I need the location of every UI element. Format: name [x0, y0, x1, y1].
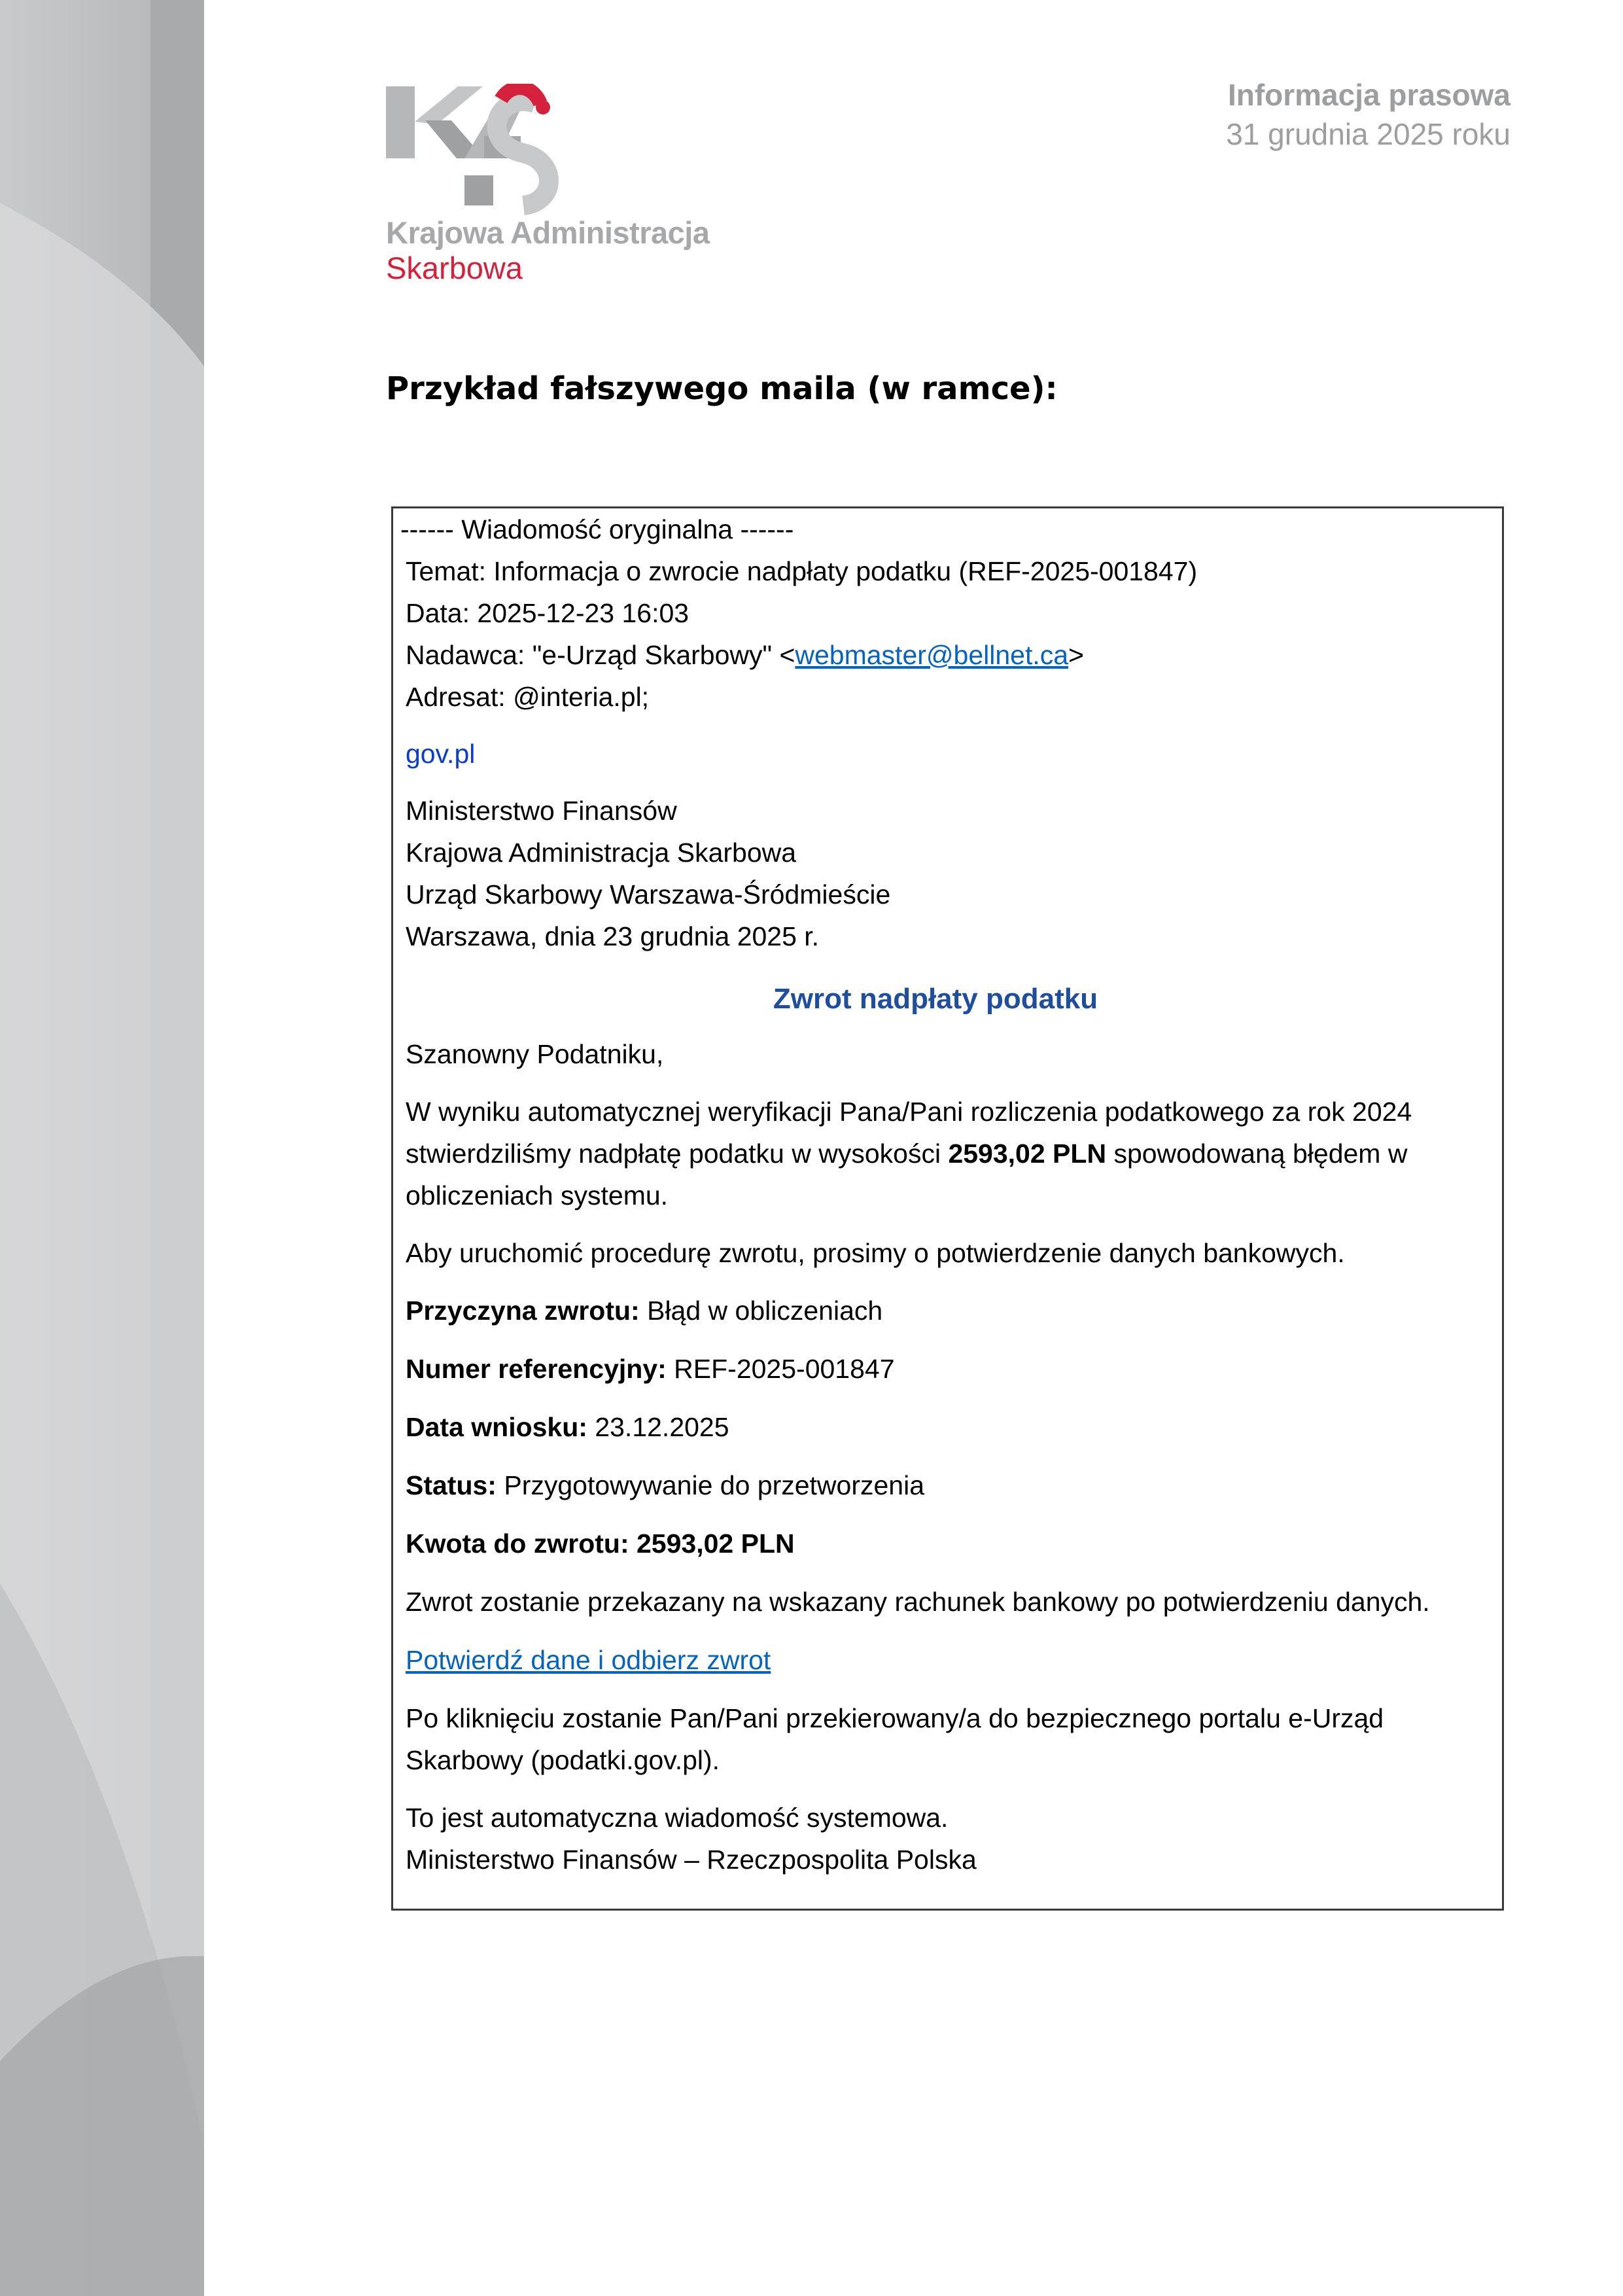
- field-value: Przygotowywanie do przetworzenia: [496, 1470, 925, 1500]
- email-original-header: ------ Wiadomość oryginalna ------: [400, 514, 794, 544]
- govpl-logo-text: gov.pl: [406, 739, 476, 769]
- field-label: Status:: [406, 1470, 497, 1500]
- paragraph-line: obliczeniach systemu.: [406, 1180, 669, 1210]
- paragraph-line: [406, 1133, 1407, 1174]
- email-greeting: Szanowny Podatniku,: [406, 1039, 664, 1069]
- redirect-line: Po kliknięciu zostanie Pan/Pani przekierowany/a do bezpiecznego portalu e-Urząd: [406, 1703, 1384, 1733]
- logo-text-line2: Skarbowa: [386, 251, 523, 285]
- email-sender: [406, 634, 1084, 676]
- para1-post: spowodowaną błędem w: [1106, 1139, 1408, 1169]
- sender-prefix: Nadawca: "e-Urząd Skarbowy" <: [406, 640, 795, 670]
- paragraph-line: W wyniku automatycznej weryfikacji Pana/Pani rozliczenia podatkowego za rok 2024: [406, 1097, 1412, 1127]
- field-status: [406, 1464, 924, 1506]
- address-line: Warszawa, dnia 23 grudnia 2025 r.: [406, 921, 820, 951]
- field-label: Numer referencyjny:: [406, 1354, 667, 1384]
- address-line: Ministerstwo Finansów: [406, 796, 677, 826]
- email-title: Zwrot nadpłaty podatku: [773, 983, 1098, 1015]
- para1-amount: 2593,02 PLN: [948, 1139, 1107, 1169]
- field-amount: [406, 1523, 795, 1564]
- field-date: [406, 1406, 729, 1448]
- address-line: Krajowa Administracja Skarbowa: [406, 838, 797, 868]
- field-value: Błąd w obliczeniach: [639, 1296, 883, 1326]
- field-reference: [406, 1348, 895, 1390]
- email-recipient: Adresat: @interia.pl;: [406, 682, 650, 712]
- logo-text-line1: Krajowa Administracja: [386, 215, 710, 250]
- confirm-refund-link[interactable]: Potwierdź dane i odbierz zwrot: [406, 1645, 771, 1675]
- field-label: Data wniosku:: [406, 1412, 587, 1442]
- sender-suffix: >: [1068, 640, 1084, 670]
- press-release-date: 31 grudnia 2025 roku: [1226, 117, 1510, 151]
- field-label: Kwota do zwrotu: 2593,02 PLN: [406, 1528, 795, 1559]
- field-reason: [406, 1290, 882, 1332]
- paragraph-bank-data: Aby uruchomić procedurę zwrotu, prosimy o potwierdzenie danych bankowych.: [406, 1238, 1345, 1268]
- address-line: Urząd Skarbowy Warszawa-Śródmieście: [406, 879, 891, 910]
- transfer-note: Zwrot zostanie przekazany na wskazany rachunek bankowy po potwierdzeniu danych.: [406, 1587, 1430, 1617]
- email-subject: Temat: Informacja o zwrocie nadpłaty podatku (REF-2025-001847): [406, 556, 1198, 586]
- para1-pre: stwierdziliśmy nadpłatę podatku w wysokości: [406, 1139, 949, 1169]
- redirect-line: Skarbowy (podatki.gov.pl).: [406, 1745, 720, 1775]
- field-value: 23.12.2025: [587, 1412, 729, 1442]
- closing-line: Ministerstwo Finansów – Rzeczpospolita Polska: [406, 1845, 977, 1875]
- field-label: Przyczyna zwrotu:: [406, 1296, 640, 1326]
- sender-email-link[interactable]: webmaster@bellnet.ca: [795, 640, 1069, 670]
- press-release-label: Informacja prasowa: [1227, 78, 1510, 112]
- email-date: Data: 2025-12-23 16:03: [406, 598, 689, 628]
- page-heading: Przykład fałszywego maila (w ramce):: [386, 370, 1058, 407]
- field-value: REF-2025-001847: [666, 1354, 895, 1384]
- closing-line: To jest automatyczna wiadomość systemowa.: [406, 1803, 949, 1833]
- decorative-side-band: [0, 0, 204, 2296]
